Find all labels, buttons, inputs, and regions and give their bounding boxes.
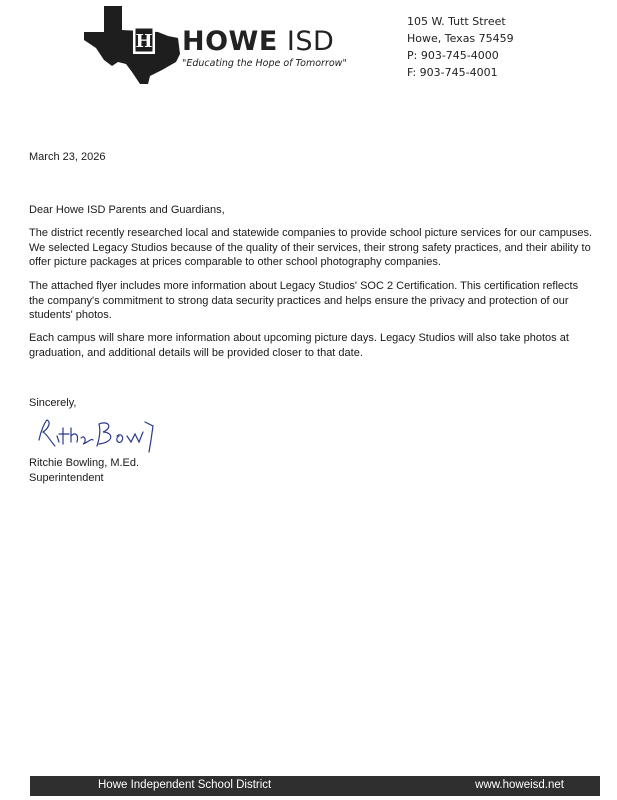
signer-name: Ritchie Bowling, M.Ed.	[29, 457, 140, 469]
signer-block	[29, 456, 594, 485]
texas-shape	[84, 6, 180, 84]
letter-date: March 23, 2026	[29, 151, 106, 163]
paragraph-2: The attached flyer includes more information about Legacy Studios' SOC 2 Certification. This certification reflects the company's commitment to strong data security practices and helps ensure the privacy and protection of our students' photos.	[29, 280, 579, 321]
address-fax: F: 903-745-4001	[407, 66, 498, 79]
logo-letter: H	[135, 31, 153, 52]
signer-title: Superintendent	[29, 471, 104, 484]
brand-name-light: ISD	[286, 26, 335, 57]
salutation: Dear Howe ISD Parents and Guardians,	[29, 204, 225, 216]
signature	[33, 412, 163, 456]
footer-district-name: Howe Independent School District	[98, 779, 272, 791]
closing: Sincerely,	[29, 397, 77, 409]
address-phone: P: 903-745-4000	[407, 49, 499, 62]
brand-name	[182, 28, 347, 56]
brand-name-bold: HOWE	[182, 26, 278, 57]
address-street: 105 W. Tutt Street	[407, 15, 506, 28]
paragraph-1: The district recently researched local and statewide companies to provide school picture services for our campuses. We selected Legacy Studios because of the quality of their services, their strong safety practices, and their ability to offer picture packages at prices comparable to other school photography companies.	[29, 227, 593, 268]
brand-block	[182, 28, 347, 69]
texas-logo	[82, 4, 182, 86]
footer-website: www.howeisd.net	[475, 779, 564, 791]
footer-bar	[30, 776, 600, 796]
address-block	[407, 13, 514, 81]
address-city: Howe, Texas 75459	[407, 32, 514, 45]
paragraph-3: Each campus will share more information about upcoming picture days. Legacy Studios will also take photos at graduation, and additional details will be provided closer to that date.	[29, 332, 569, 359]
tagline: "Educating the Hope of Tomorrow"	[182, 58, 347, 69]
